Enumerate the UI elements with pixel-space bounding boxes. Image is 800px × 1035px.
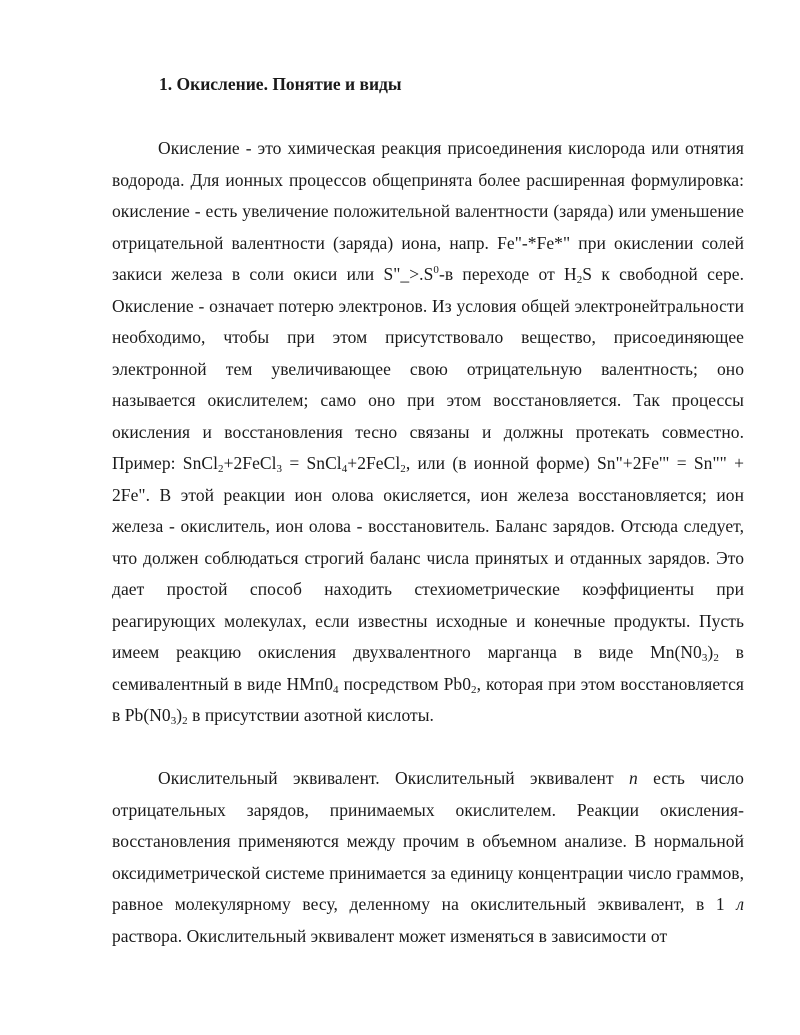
text-run: раствора. Окислительный эквивалент может изменяться в зависимости от [112,925,668,946]
text-run: есть число отрицательных зарядов, принимаемых окислителем. Реакции окисления-восстановления применяются между прочим в объемном анализе. В нормальной оксидиметрической системе принимается за единицу концентрации число граммов, равное молекулярному весу, деленному на окислительный эквивалент, в 1 [112,768,744,914]
paragraph-oxidation-definition [112,133,744,732]
text-run: = SnCl [282,453,342,473]
text-run: Окисление - это химическая реакция присоединения кислорода или отнятия водорода. Для ионных процессов общепринята более расширенная формулировка: окисление - есть увеличение положительной валентности (заряда) или уменьшение отрицательной валентности (заряда) иона, напр. Fe"-*Fe*" при окислении солей закиси железа в соли окиси или S"_>.S [112,138,744,284]
subscript: 2 [182,715,188,727]
subscript: 3 [170,715,177,727]
italic-unit: л [736,894,744,914]
text-run: Окислительный эквивалент. Окислительный эквивалент [158,768,629,788]
section-heading: 1. Окисление. Понятие и виды [159,74,402,94]
paragraph-oxidizing-equivalent [112,763,744,952]
subscript: 2 [576,274,583,286]
text-run: S к свободной сере. Окисление - означает потерю электронов. Из условия общей электронейтральности необходимо, чтобы при этом присутствовало вещество, присоединяющее электронной тем увеличивающее свою отрицательную валентность; оно называется окислителем; само оно при этом восстановляется. Так процессы окисления и восстановления тесно связаны и должны протекать совместно. Пример: SnCl [112,264,744,473]
text-run: ) [707,642,714,662]
subscript: 4 [341,463,348,475]
subscript: 2 [471,683,477,696]
superscript: 0 [433,264,439,276]
subscript: 4 [333,683,339,696]
text-run: в семивалентный в виде HMп0 [112,642,744,694]
subscript: 3 [276,463,283,475]
text-run: , которая при этом восстановляется в Pb(N0 [112,673,744,725]
subscript: 2 [218,463,224,475]
text-run: посредством Pb0 [338,673,472,694]
subscript: 2 [713,652,719,664]
text-run: в присутствии азотной кислоты. [187,705,434,725]
subscript: 2 [400,463,406,475]
text-run: , или (в ионной форме) Sn"+2Fe'" = Sn"" + 2Fe". В этой реакции ион олова окисляется, ион железа восстановляется; ион железа - окислитель, ион олова - восстановитель. Баланс зарядов. Отсюда следует, что должен соблюдаться строгий баланс числа принятых и отданных зарядов. Это дает простой способ находить стехиометрические коэффициенты при реагирующих молекулах, если известны исходные и конечные продукты. Пусть имеем реакцию окисления двухвалентного марганца в виде Mn(N0 [112,453,745,662]
italic-symbol: n [629,768,638,788]
subscript: 3 [701,652,708,664]
text-run: +2FeCl [223,453,277,473]
text-run: ) [176,705,183,725]
text-run: -в переходе от H [438,264,577,284]
text-run: +2FeCl [347,453,401,473]
